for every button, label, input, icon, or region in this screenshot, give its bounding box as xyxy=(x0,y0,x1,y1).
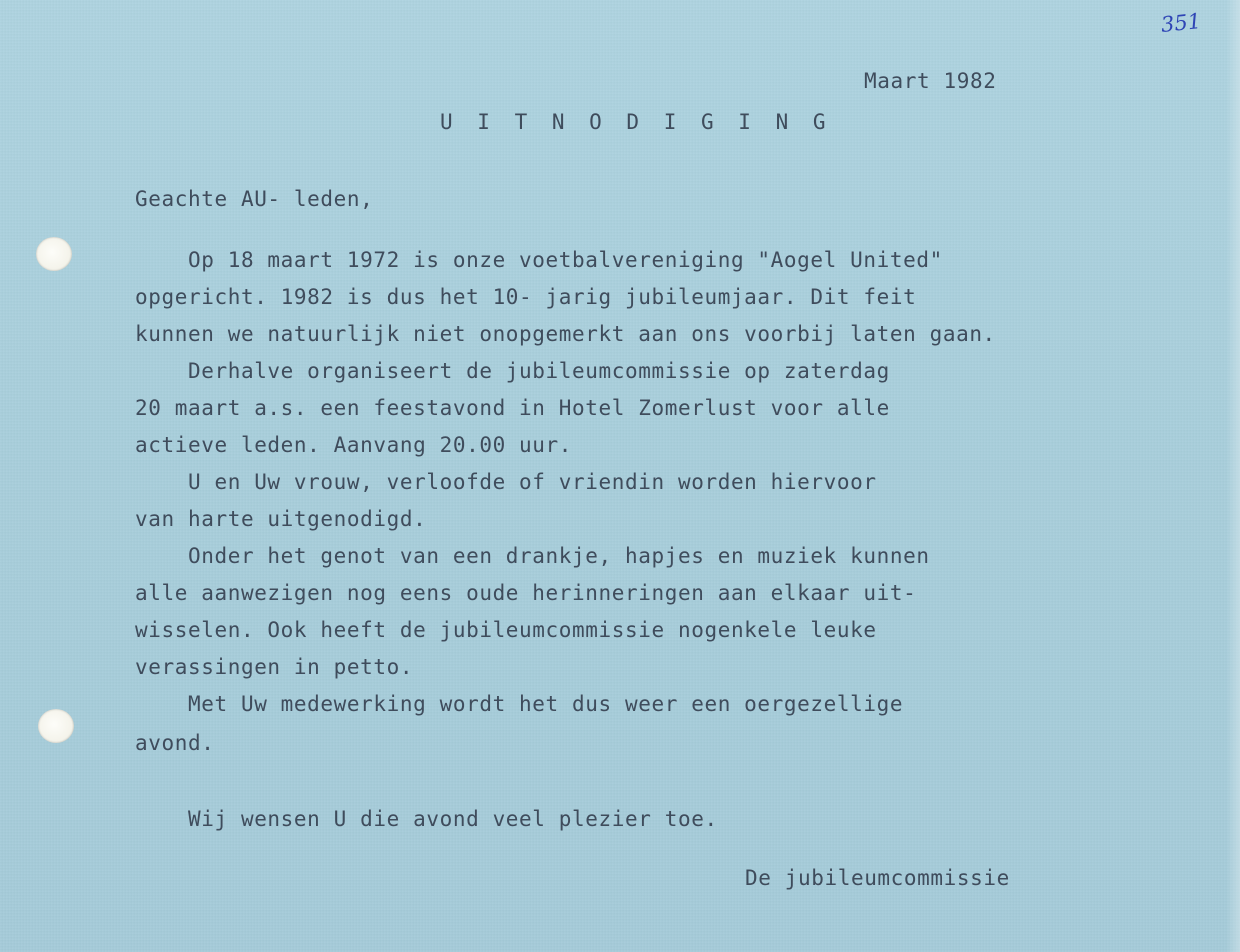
body-line: van harte uitgenodigd. xyxy=(135,507,427,531)
body-line: avond. xyxy=(135,731,215,755)
body-line: Op 18 maart 1972 is onze voetbalvereniging "Aogel United" xyxy=(135,248,943,272)
body-line: alle aanwezigen nog eens oude herinneringen aan elkaar uit- xyxy=(135,581,917,605)
body-line: kunnen we natuurlijk niet onopgemerkt aan ons voorbij laten gaan. xyxy=(135,322,996,346)
body-line: wisselen. Ook heeft de jubileumcommissie nogenkele leuke xyxy=(135,618,877,642)
handwritten-page-number: 351 xyxy=(1159,8,1203,38)
body-line: actieve leden. Aanvang 20.00 uur. xyxy=(135,433,573,457)
body-line: verassingen in petto. xyxy=(135,655,414,679)
body-line: Derhalve organiseert de jubileumcommissie op zaterdag xyxy=(135,359,890,383)
paper-edge xyxy=(1226,0,1240,952)
letter-title: U I T N O D I G I N G xyxy=(440,110,832,134)
body-line: U en Uw vrouw, verloofde of vriendin worden hiervoor xyxy=(135,470,877,494)
closing-line: Wij wensen U die avond veel plezier toe. xyxy=(135,807,718,831)
salutation: Geachte AU- leden, xyxy=(135,187,374,211)
letter-date: Maart 1982 xyxy=(864,69,997,93)
signature: De jubileumcommissie xyxy=(745,866,1010,890)
body-line: Met Uw medewerking wordt het dus weer een oergezellige xyxy=(135,692,904,716)
body-line: opgericht. 1982 is dus het 10- jarig jubileumjaar. Dit feit xyxy=(135,285,917,309)
punch-hole xyxy=(38,709,74,743)
body-line: Onder het genot van een drankje, hapjes en muziek kunnen xyxy=(135,544,930,568)
punch-hole xyxy=(36,237,72,271)
body-line: 20 maart a.s. een feestavond in Hotel Zomerlust voor alle xyxy=(135,396,890,420)
